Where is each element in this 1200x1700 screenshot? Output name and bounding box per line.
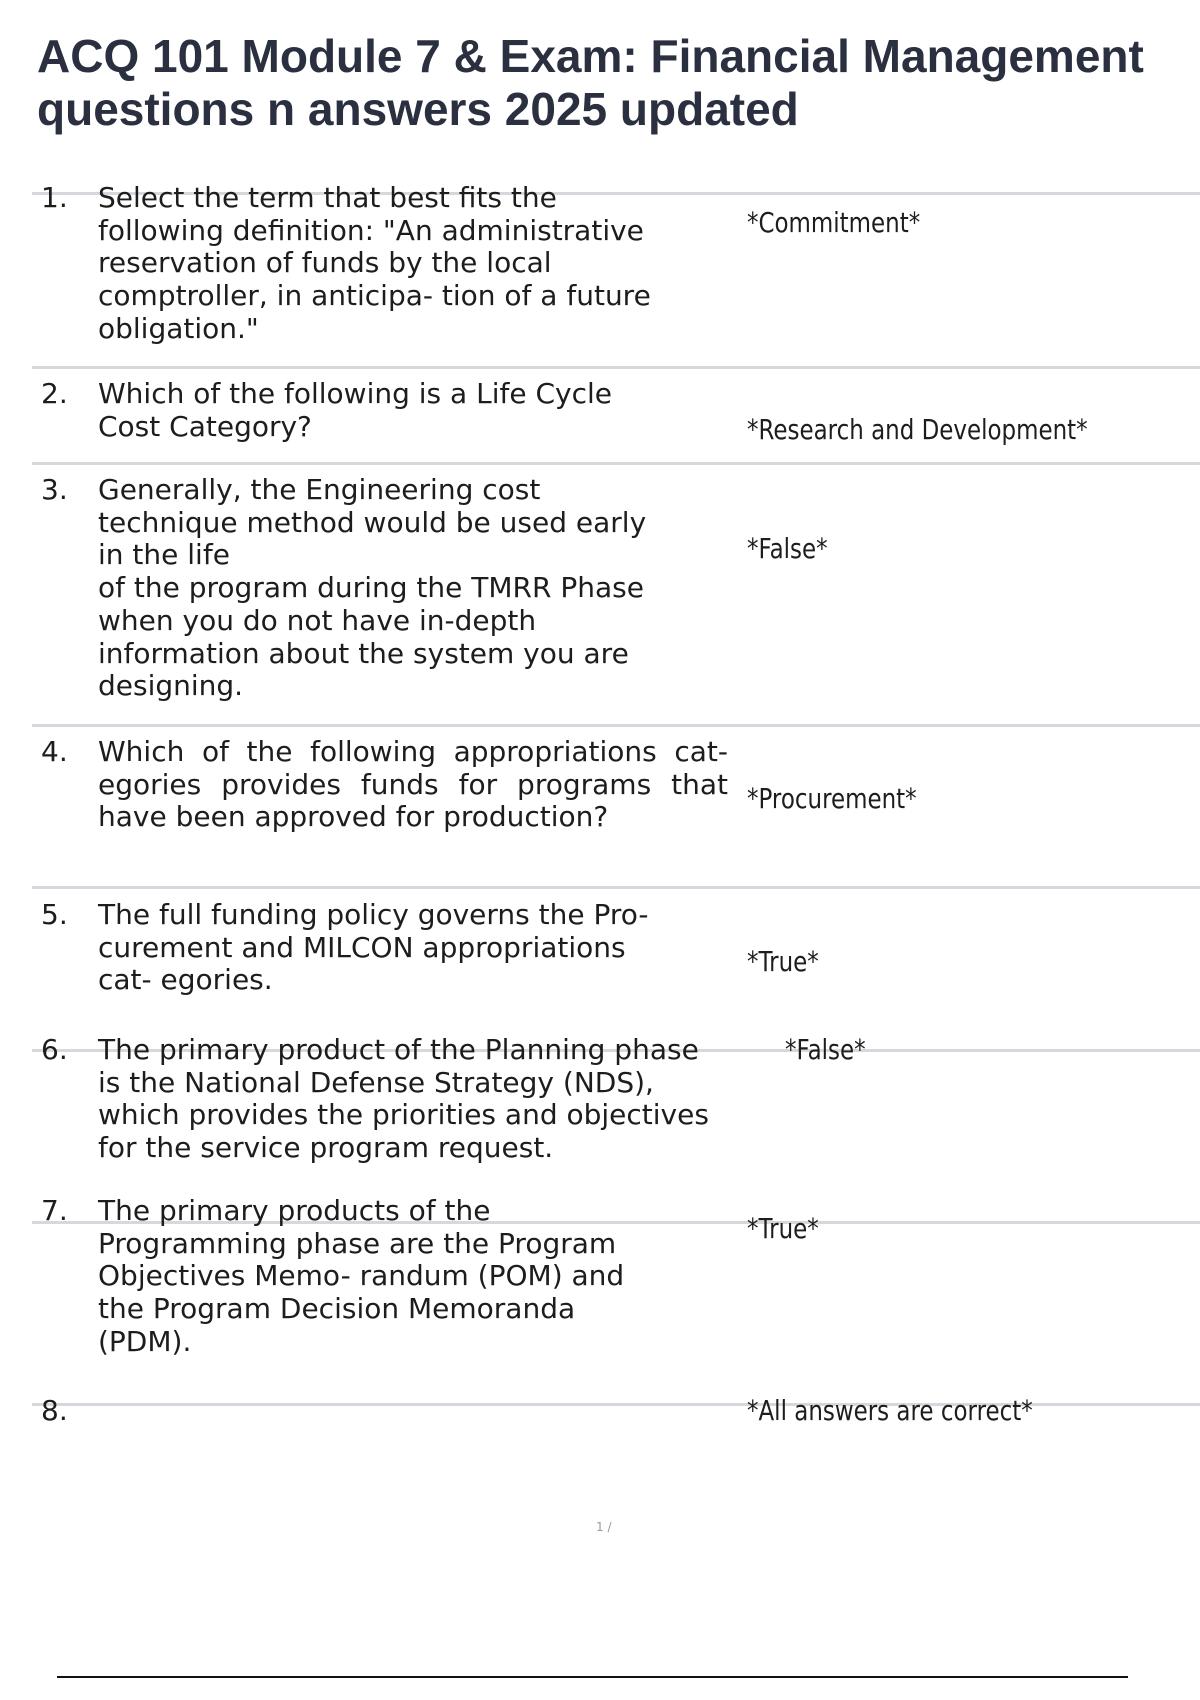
question-text: Which of the following appropriations cat- egories provides funds for programs that have been approved for production? [98, 735, 728, 834]
question-number: 1. [41, 181, 68, 214]
divider [32, 366, 1200, 369]
question-number: 3. [41, 473, 68, 506]
question-number: 8. [41, 1394, 68, 1427]
answer-text: *False* [747, 532, 828, 565]
question-number: 7. [41, 1194, 68, 1227]
question-number: 6. [41, 1033, 68, 1066]
answer-text: *Commitment* [747, 206, 921, 239]
footer-divider [57, 1676, 1128, 1678]
question-number: 4. [41, 735, 68, 768]
question-text: The primary products of the Programming phase are the Program Objectives Memo- randum (POM) and the Program Decision Memoranda (PDM). [98, 1194, 625, 1358]
divider [32, 462, 1200, 465]
question-text: The primary product of the Planning phase is the National Defense Strategy (NDS), which provides the priorities and objectives for the service program request. [98, 1033, 709, 1165]
page-title: ACQ 101 Module 7 & Exam: Financial Management questions n answers 2025 updated [37, 30, 1144, 135]
answer-text: *False* [785, 1033, 866, 1066]
answer-text: *True* [747, 945, 819, 978]
page-number: 1 / [596, 1520, 612, 1534]
question-text: The full funding policy governs the Pro- curement and MILCON appropriations cat- egories. [98, 898, 649, 997]
question-number: 5. [41, 898, 68, 931]
answer-text: *True* [747, 1212, 819, 1245]
question-number: 2. [41, 377, 68, 410]
question-text: Select the term that best fits the following definition: "An administrative reservation of funds by the local comptroller, in anticipa- tion of a future obligation." [98, 181, 651, 345]
divider [32, 724, 1200, 727]
answer-text: *Procurement* [747, 782, 917, 815]
question-text: Which of the following is a Life Cycle Cost Category? [98, 377, 612, 443]
answer-text: *Research and Development* [747, 413, 1088, 446]
question-text: Generally, the Engineering cost technique method would be used early in the life of the program during the TMRR Phase when you do not have in-depth information about the system you are designing. [98, 473, 647, 703]
answer-text: *All answers are correct* [747, 1394, 1033, 1427]
divider [32, 886, 1200, 889]
